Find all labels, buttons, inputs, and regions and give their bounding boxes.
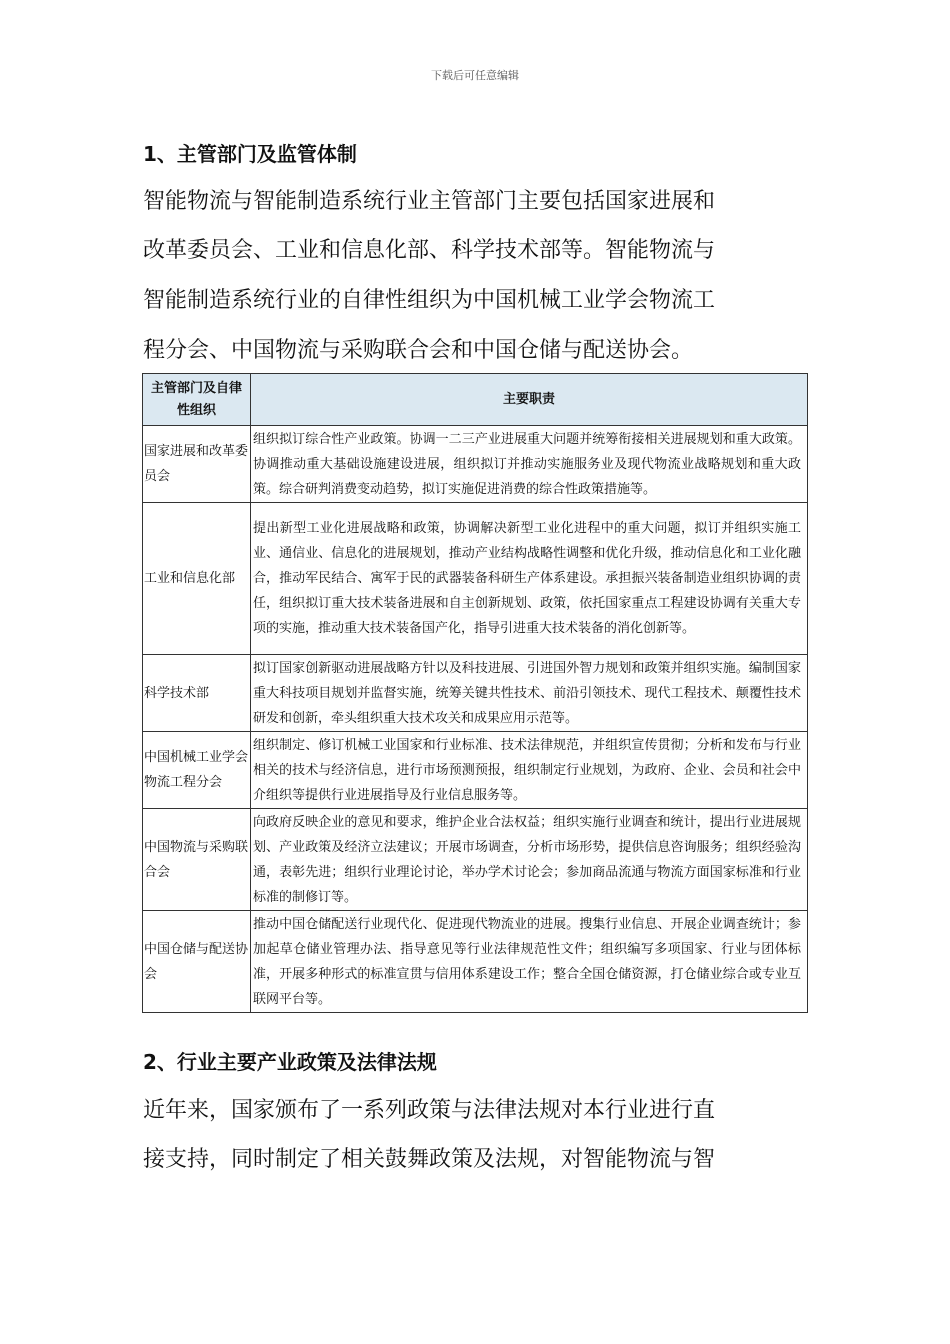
paragraph-line: 智能制造系统行业的自律性组织为中国机械工业学会物流工 xyxy=(143,288,716,313)
authority-duties-table xyxy=(142,373,808,1013)
duty-cell: 组织制定、修订机械工业国家和行业标准、技术法律规范，并组织宣传贯彻；分析和发布与行业相关的技术与经济信息，进行市场预测预报，组织制定行业规划，为政府、企业、会员和社会中介组织等提供行业进展指导及行业信息服务等。 xyxy=(251,732,808,809)
org-cell: 科学技术部 xyxy=(143,655,251,732)
table-row xyxy=(143,911,808,1013)
section-heading-policies: 2、行业主要产业政策及法律法规 xyxy=(143,1050,437,1074)
org-cell: 工业和信息化部 xyxy=(143,503,251,655)
org-cell: 国家进展和改革委员会 xyxy=(143,426,251,503)
org-cell: 中国机械工业学会物流工程分会 xyxy=(143,732,251,809)
table-row xyxy=(143,426,808,503)
table-row xyxy=(143,503,808,655)
paragraph-line: 改革委员会、工业和信息化部、科学技术部等。智能物流与 xyxy=(143,238,716,263)
table-row xyxy=(143,732,808,809)
duty-cell: 推动中国仓储配送行业现代化、促进现代物流业的进展。搜集行业信息、开展企业调查统计；参加起草仓储业管理办法、指导意见等行业法律规范性文件；组织编写多项国家、行业与团体标准，开展多种形式的标准宣贯与信用体系建设工作；整合全国仓储资源，打仓储业综合或专业互联网平台等。 xyxy=(251,911,808,1013)
table-row xyxy=(143,809,808,911)
paragraph-line: 近年来，国家颁布了一系列政策与法律法规对本行业进行直 xyxy=(143,1098,716,1123)
org-cell: 中国仓储与配送协会 xyxy=(143,911,251,1013)
paragraph-line: 程分会、中国物流与采购联合会和中国仓储与配送协会。 xyxy=(143,338,694,363)
section-heading-regulatory: 1、主管部门及监管体制 xyxy=(143,142,357,166)
table-header-row xyxy=(143,374,808,426)
download-note: 下载后可任意编辑 xyxy=(431,69,519,82)
duty-cell: 拟订国家创新驱动进展战略方针以及科技进展、引进国外智力规划和政策并组织实施。编制国家重大科技项目规划并监督实施，统筹关键共性技术、前沿引领技术、现代工程技术、颠覆性技术研发和创新，牵头组织重大技术攻关和成果应用示范等。 xyxy=(251,655,808,732)
duty-cell: 向政府反映企业的意见和要求，维护企业合法权益；组织实施行业调查和统计，提出行业进展规划、产业政策及经济立法建议；开展市场调查，分析市场形势，提供信息咨询服务；组织经验沟通，表彰先进；组织行业理论讨论，举办学术讨论会；参加商品流通与物流方面国家标准和行业标准的制修订等。 xyxy=(251,809,808,911)
duty-cell: 组织拟订综合性产业政策。协调一二三产业进展重大问题并统筹衔接相关进展规划和重大政策。协调推动重大基础设施建设进展，组织拟订并推动实施服务业及现代物流业战略规划和重大政策。综合研判消费变动趋势，拟订实施促进消费的综合性政策措施等。 xyxy=(251,426,808,503)
org-cell: 中国物流与采购联合会 xyxy=(143,809,251,911)
table-row xyxy=(143,655,808,732)
paragraph-line: 接支持，同时制定了相关鼓舞政策及法规，对智能物流与智 xyxy=(143,1147,716,1172)
paragraph-line: 智能物流与智能制造系统行业主管部门主要包括国家进展和 xyxy=(143,189,716,214)
duty-cell: 提出新型工业化进展战略和政策，协调解决新型工业化进程中的重大问题，拟订并组织实施工业、通信业、信息化的进展规划，推动产业结构战略性调整和优化升级，推动信息化和工业化融合，推动军民结合、寓军于民的武器装备科研生产体系建设。承担振兴装备制造业组织协调的责任，组织拟订重大技术装备进展和自主创新规划、政策，依托国家重点工程建设协调有关重大专项的实施，推动重大技术装备国产化，指导引进重大技术装备的消化创新等。 xyxy=(251,503,808,655)
header-organization: 主管部门及自律性组织 xyxy=(143,374,251,426)
header-duties: 主要职责 xyxy=(251,374,808,426)
